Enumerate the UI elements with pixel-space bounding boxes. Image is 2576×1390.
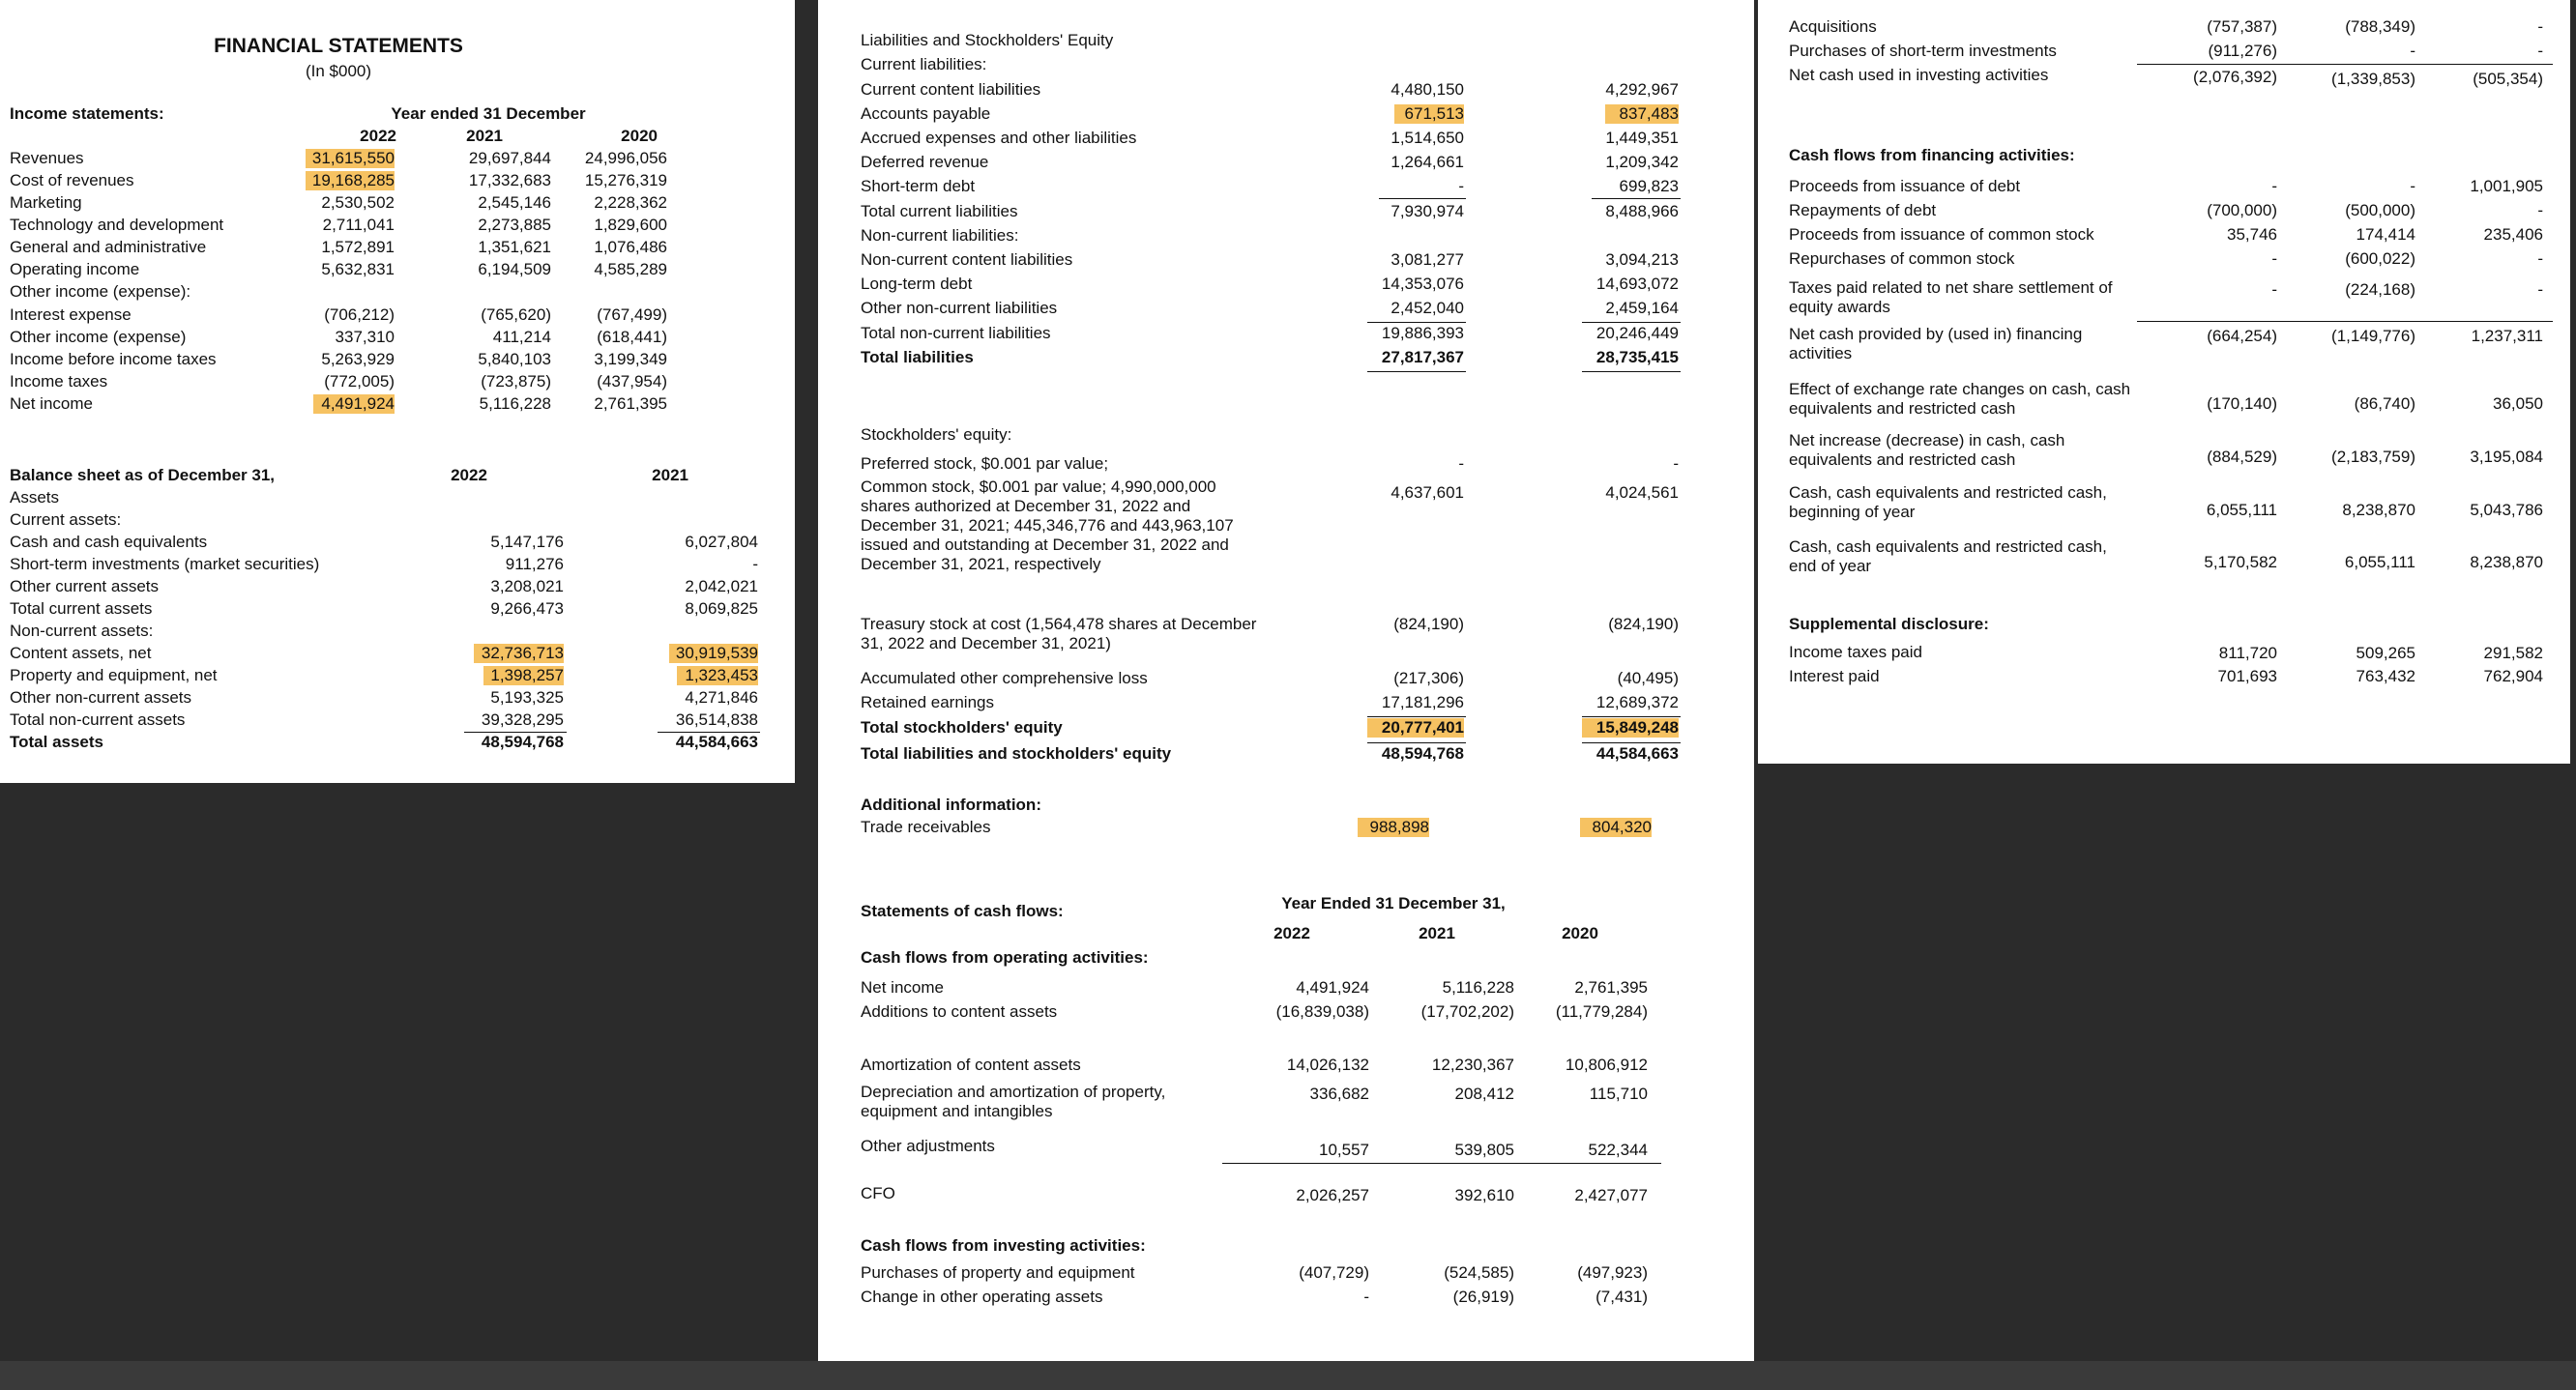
- cf-value: (600,022): [2345, 249, 2415, 268]
- balance-value: 2,042,021: [685, 577, 758, 595]
- cf-value: (664,254): [2207, 327, 2277, 345]
- income-value: 5,116,228: [479, 394, 551, 413]
- equity-value: -: [1458, 454, 1464, 473]
- liab-value: 1,264,661: [1390, 153, 1464, 171]
- cf-value: 6,055,111: [2206, 501, 2277, 519]
- balance-row-label: Property and equipment, net: [10, 666, 218, 684]
- liab-label: Total non-current liabilities: [861, 324, 1051, 342]
- equity-value: 15,849,248: [1582, 718, 1679, 738]
- statements-title: FINANCIAL STATEMENTS: [214, 35, 463, 57]
- additional-heading: Additional information:: [861, 796, 1041, 814]
- cf-value: 8,238,870: [2470, 553, 2543, 571]
- cf-value: -: [2537, 17, 2543, 36]
- cf-value: 701,693: [2217, 667, 2277, 685]
- cf-label: Proceeds from issuance of common stock: [1789, 225, 2094, 244]
- cf-value: -: [1363, 1288, 1369, 1306]
- income-value: (767,499): [597, 305, 667, 324]
- income-row-label: Other income (expense):: [10, 282, 191, 301]
- income-value: (618,441): [597, 328, 667, 346]
- cf-value: (170,140): [2207, 394, 2277, 413]
- liab-value: 28,735,415: [1595, 348, 1679, 366]
- income-value: 15,276,319: [584, 171, 667, 189]
- balance-row-label: Short-term investments (market securities): [10, 555, 320, 573]
- cf-value: -: [2410, 42, 2415, 60]
- cf-value: (788,349): [2345, 17, 2415, 36]
- cf-value: (7,431): [1595, 1288, 1648, 1306]
- cf-label: Depreciation and amortization of property, equipment and intangibles: [861, 1083, 1166, 1120]
- cf-value: 2,026,257: [1296, 1186, 1369, 1204]
- income-row-label: Income before income taxes: [10, 350, 217, 368]
- liab-value: 837,483: [1605, 104, 1679, 124]
- cf-value: -: [2537, 42, 2543, 60]
- income-value: 2,273,885: [478, 216, 551, 234]
- cf-value: 174,414: [2356, 225, 2415, 244]
- cf-value: (407,729): [1299, 1263, 1369, 1282]
- cf-label: Net cash used in investing activities: [1789, 66, 2049, 84]
- income-value: 2,711,041: [322, 216, 395, 234]
- equity-value: 12,689,372: [1595, 693, 1679, 711]
- liab-value: 8,488,966: [1605, 202, 1679, 220]
- equity-value: 4,024,561: [1605, 483, 1679, 502]
- cf-value: 336,682: [1309, 1085, 1369, 1103]
- balance-value: 36,514,838: [675, 710, 758, 729]
- balance-value: 1,323,453: [677, 666, 758, 685]
- balance-heading: Balance sheet as of December 31,: [10, 466, 276, 484]
- divider: [464, 732, 567, 733]
- cf-value: 1,001,905: [2470, 177, 2543, 195]
- income-row-label: Interest expense: [10, 305, 132, 324]
- cf-value: (11,779,284): [1555, 1002, 1648, 1021]
- cf-year-2020: 2020: [1562, 924, 1598, 942]
- cf-value: 115,710: [1589, 1085, 1648, 1103]
- equity-label: Total stockholders' equity: [861, 718, 1063, 737]
- balance-row-label: Non-current assets:: [10, 622, 154, 640]
- equity-value: -: [1673, 454, 1679, 473]
- balance-value: 8,069,825: [685, 599, 758, 618]
- income-value: 6,194,509: [478, 260, 551, 278]
- cf-label: Net increase (decrease) in cash, cash equivalents and restricted cash: [1789, 431, 2065, 469]
- income-value: 5,263,929: [321, 350, 395, 368]
- cf-value: (524,585): [1444, 1263, 1514, 1282]
- cf-value: 5,043,786: [2470, 501, 2543, 519]
- liab-label: Accrued expenses and other liabilities: [861, 129, 1137, 147]
- divider: [1592, 198, 1681, 199]
- cf-value: -: [2271, 249, 2277, 268]
- equity-label: Total liabilities and stockholders' equity: [861, 744, 1172, 763]
- cf-label: Effect of exchange rate changes on cash, cash equivalents and restricted cash: [1789, 380, 2131, 418]
- divider: [1582, 322, 1681, 323]
- divider: [1367, 742, 1466, 743]
- cf-value: 10,557: [1319, 1141, 1369, 1159]
- income-value: 5,840,103: [478, 350, 551, 368]
- cf-value: 539,805: [1454, 1141, 1514, 1159]
- balance-row-label: Total current assets: [10, 599, 153, 618]
- balance-row-label: Total assets: [10, 733, 104, 751]
- equity-value: (824,190): [1608, 615, 1679, 633]
- divider: [1379, 198, 1466, 199]
- cf-label: Income taxes paid: [1789, 643, 1922, 661]
- equity-label: Common stock, $0.001 par value; 4,990,000,000 shares authorized at December 31, 2022 and December 31, 2021; 445,346,776 and 443,963,107 issued and outstanding at December 31, 2022 and December 31, 2021, respectively: [861, 478, 1234, 573]
- liab-value: 2,459,164: [1605, 299, 1679, 317]
- divider: [1367, 371, 1466, 372]
- cashflow-period: Year Ended 31 December 31,: [1281, 894, 1506, 912]
- balance-value: 30,919,539: [669, 644, 758, 663]
- cf-value: 8,238,870: [2342, 501, 2415, 519]
- cf-label: Purchases of short-term investments: [1789, 42, 2057, 60]
- cf-value: 762,904: [2483, 667, 2543, 685]
- cf-year-2022: 2022: [1273, 924, 1310, 942]
- cf-value: 36,050: [2493, 394, 2543, 413]
- cf-label: CFO: [861, 1184, 895, 1202]
- cf-supplemental-heading: Supplemental disclosure:: [1789, 615, 1989, 633]
- cf-value: (2,076,392): [2193, 68, 2277, 86]
- cf-operating-heading: Cash flows from operating activities:: [861, 948, 1149, 967]
- liab-label: Accounts payable: [861, 104, 991, 123]
- income-value: 1,829,600: [594, 216, 667, 234]
- liab-label: Other non-current liabilities: [861, 299, 1058, 317]
- income-row-label: General and administrative: [10, 238, 207, 256]
- divider: [1367, 716, 1466, 717]
- income-row-label: Marketing: [10, 193, 82, 212]
- balance-value: 9,266,473: [490, 599, 564, 618]
- income-row-label: Operating income: [10, 260, 140, 278]
- income-value: 2,545,146: [478, 193, 551, 212]
- cf-label: Amortization of content assets: [861, 1056, 1081, 1074]
- cf-value: 35,746: [2227, 225, 2277, 244]
- income-value: 19,168,285: [306, 171, 395, 190]
- balance-year-2021: 2021: [652, 466, 688, 484]
- cf-value: -: [2537, 201, 2543, 219]
- liab-value: 699,823: [1619, 177, 1679, 195]
- balance-row-label: Other non-current assets: [10, 688, 192, 707]
- liab-value: 4,292,967: [1605, 80, 1679, 99]
- equity-value: 20,777,401: [1367, 718, 1464, 738]
- income-value: 2,228,362: [594, 193, 667, 212]
- balance-row-label: Cash and cash equivalents: [10, 533, 208, 551]
- cf-value: 10,806,912: [1565, 1056, 1648, 1074]
- cf-value: (86,740): [2354, 394, 2415, 413]
- liabilities-and-cashflow-panel: [818, 0, 1754, 1361]
- balance-value: 5,147,176: [490, 533, 564, 551]
- cf-value: 12,230,367: [1431, 1056, 1514, 1074]
- equity-label: Accumulated other comprehensive loss: [861, 669, 1148, 687]
- cf-label: Purchases of property and equipment: [861, 1263, 1135, 1282]
- liab-value: 1,514,650: [1390, 129, 1464, 147]
- cf-value: -: [2537, 280, 2543, 299]
- income-heading: Income statements:: [10, 104, 164, 123]
- liab-value: 3,081,277: [1390, 250, 1464, 269]
- income-value: 2,530,502: [321, 193, 395, 212]
- income-value: 3,199,349: [594, 350, 667, 368]
- cf-value: 811,720: [2218, 644, 2277, 662]
- income-row-label: Technology and development: [10, 216, 224, 234]
- balance-value: 5,193,325: [490, 688, 564, 707]
- income-row-label: Net income: [10, 394, 93, 413]
- cf-investing-heading: Cash flows from investing activities:: [861, 1236, 1146, 1255]
- liab-value: 4,480,150: [1390, 80, 1464, 99]
- cf-value: (1,339,853): [2331, 70, 2415, 88]
- equity-label: Retained earnings: [861, 693, 994, 711]
- additional-label: Trade receivables: [861, 818, 991, 836]
- income-row-label: Revenues: [10, 149, 84, 167]
- income-value: 5,632,831: [321, 260, 395, 278]
- equity-value: 4,637,601: [1390, 483, 1464, 502]
- income-value: (706,212): [324, 305, 395, 324]
- cf-value: 5,170,582: [2204, 553, 2277, 571]
- cf-label: Taxes paid related to net share settlement of equity awards: [1789, 278, 2113, 316]
- liab-label: Total liabilities: [861, 348, 974, 366]
- cf-label: Interest paid: [1789, 667, 1880, 685]
- liab-label: Non-current liabilities:: [861, 226, 1019, 245]
- balance-value: -: [752, 555, 758, 573]
- cf-value: 208,412: [1454, 1085, 1514, 1103]
- equity-heading: Stockholders' equity:: [861, 425, 1012, 444]
- cashflow-continued-panel: [1758, 0, 2570, 764]
- cf-label: Acquisitions: [1789, 17, 1877, 36]
- divider: [1582, 716, 1681, 717]
- income-period: Year ended 31 December: [391, 104, 586, 123]
- balance-value: 48,594,768: [481, 733, 564, 751]
- cf-value: 291,582: [2483, 644, 2543, 662]
- cf-label: Net cash provided by (used in) financing activities: [1789, 325, 2083, 362]
- liab-value: 3,094,213: [1605, 250, 1679, 269]
- cf-value: (16,839,038): [1275, 1002, 1369, 1021]
- cf-value: 235,406: [2483, 225, 2543, 244]
- liab-value: 19,886,393: [1381, 324, 1464, 342]
- income-row-label: Cost of revenues: [10, 171, 134, 189]
- equity-value: (40,495): [1617, 669, 1679, 687]
- liab-label: Long-term debt: [861, 275, 973, 293]
- balance-row-label: Other current assets: [10, 577, 160, 595]
- income-value: 17,332,683: [468, 171, 551, 189]
- cf-value: 14,026,132: [1286, 1056, 1369, 1074]
- liab-label: Short-term debt: [861, 177, 976, 195]
- balance-value: 4,271,846: [685, 688, 758, 707]
- liab-label: Total current liabilities: [861, 202, 1018, 220]
- liab-label: Current content liabilities: [861, 80, 1041, 99]
- liab-value: -: [1458, 177, 1464, 195]
- cf-value: 5,116,228: [1442, 978, 1514, 997]
- cf-value: 6,055,111: [2344, 553, 2415, 571]
- balance-value: 911,276: [505, 555, 564, 573]
- liab-value: 2,452,040: [1390, 299, 1464, 317]
- cf-label: Repurchases of common stock: [1789, 249, 2015, 268]
- liab-value: 14,693,072: [1595, 275, 1679, 293]
- liab-value: 1,449,351: [1605, 129, 1679, 147]
- balance-value: 39,328,295: [481, 710, 564, 729]
- income-value: (723,875): [481, 372, 551, 391]
- cf-value: (497,923): [1577, 1263, 1648, 1282]
- balance-row-label: Current assets:: [10, 510, 122, 529]
- cf-value: 1,237,311: [2471, 327, 2543, 345]
- liab-label: Current liabilities:: [861, 55, 987, 73]
- cf-value: (500,000): [2345, 201, 2415, 219]
- divider: [2137, 321, 2553, 322]
- cf-value: -: [2271, 177, 2277, 195]
- income-value: (772,005): [324, 372, 395, 391]
- liab-value: 671,513: [1394, 104, 1464, 124]
- statements-subtitle: (In $000): [305, 62, 372, 80]
- divider: [1367, 322, 1466, 323]
- balance-row-label: Assets: [10, 488, 60, 507]
- equity-value: 48,594,768: [1381, 744, 1464, 763]
- balance-value: 44,584,663: [675, 733, 758, 751]
- cf-value: 509,265: [2356, 644, 2415, 662]
- cf-value: (884,529): [2207, 448, 2277, 466]
- window-bottom-strip: [0, 1361, 2576, 1390]
- income-value: 29,697,844: [468, 149, 551, 167]
- cf-value: (700,000): [2207, 201, 2277, 219]
- balance-value: 3,208,021: [490, 577, 564, 595]
- cf-value: -: [2537, 249, 2543, 268]
- cf-value: (2,183,759): [2331, 448, 2415, 466]
- income-value: 2,761,395: [594, 394, 667, 413]
- balance-row-label: Content assets, net: [10, 644, 152, 662]
- cf-value: 3,195,084: [2470, 448, 2543, 466]
- income-year-2021: 2021: [466, 127, 503, 145]
- income-value: 31,615,550: [306, 149, 395, 168]
- cf-value: -: [2410, 177, 2415, 195]
- equity-value: 44,584,663: [1595, 744, 1679, 763]
- cf-year-2021: 2021: [1419, 924, 1455, 942]
- equity-label: Preferred stock, $0.001 par value;: [861, 454, 1109, 473]
- cf-label: Repayments of debt: [1789, 201, 1937, 219]
- cf-label: Change in other operating assets: [861, 1288, 1103, 1306]
- cf-value: (17,702,202): [1420, 1002, 1514, 1021]
- income-value: 337,310: [335, 328, 395, 346]
- divider: [658, 732, 760, 733]
- income-year-2022: 2022: [360, 127, 396, 145]
- cf-label: Additions to content assets: [861, 1002, 1058, 1021]
- liab-label: Deferred revenue: [861, 153, 989, 171]
- cf-value: 2,427,077: [1574, 1186, 1648, 1204]
- income-value: (765,620): [481, 305, 551, 324]
- cf-value: (1,149,776): [2331, 327, 2415, 345]
- trade-receivables-2022: 988,898: [1358, 818, 1429, 837]
- cf-value: 2,761,395: [1574, 978, 1648, 997]
- balance-value: 6,027,804: [685, 533, 758, 551]
- equity-value: 17,181,296: [1381, 693, 1464, 711]
- income-value: (437,954): [597, 372, 667, 391]
- cf-label: Other adjustments: [861, 1137, 995, 1155]
- balance-value: 1,398,257: [483, 666, 564, 685]
- cf-label: Cash, cash equivalents and restricted cash, beginning of year: [1789, 483, 2107, 521]
- income-and-balance-panel: [0, 0, 795, 783]
- income-value: 1,351,621: [478, 238, 551, 256]
- cf-value: -: [2271, 280, 2277, 299]
- income-value: 4,585,289: [594, 260, 667, 278]
- cf-value: (224,168): [2345, 280, 2415, 299]
- balance-row-label: Total non-current assets: [10, 710, 186, 729]
- income-value: 1,572,891: [321, 238, 395, 256]
- divider: [1222, 1163, 1661, 1164]
- income-value: 4,491,924: [313, 394, 395, 414]
- cf-label: Proceeds from issuance of debt: [1789, 177, 2021, 195]
- income-value: 1,076,486: [594, 238, 667, 256]
- cf-value: 763,432: [2356, 667, 2415, 685]
- equity-label: Treasury stock at cost (1,564,478 shares at December 31, 2022 and December 31, 2021): [861, 615, 1257, 652]
- liab-value: 14,353,076: [1381, 275, 1464, 293]
- trade-receivables-2021: 804,320: [1580, 818, 1652, 837]
- cf-value: 4,491,924: [1296, 978, 1369, 997]
- cf-value: 392,610: [1454, 1186, 1514, 1204]
- equity-value: (824,190): [1393, 615, 1464, 633]
- income-value: 411,214: [492, 328, 551, 346]
- cf-value: 522,344: [1588, 1141, 1648, 1159]
- income-year-2020: 2020: [621, 127, 658, 145]
- liab-value: 20,246,449: [1595, 324, 1679, 342]
- equity-value: (217,306): [1393, 669, 1464, 687]
- income-row-label: Other income (expense): [10, 328, 187, 346]
- income-value: 24,996,056: [584, 149, 667, 167]
- cf-value: (757,387): [2207, 17, 2277, 36]
- cf-label: Cash, cash equivalents and restricted cash, end of year: [1789, 537, 2107, 575]
- divider: [2137, 64, 2553, 65]
- income-row-label: Income taxes: [10, 372, 108, 391]
- cf-value: (26,919): [1452, 1288, 1514, 1306]
- liab-label: Non-current content liabilities: [861, 250, 1073, 269]
- cf-value: (505,354): [2473, 70, 2543, 88]
- divider: [1582, 742, 1681, 743]
- balance-value: 32,736,713: [474, 644, 564, 663]
- cf-financing-heading: Cash flows from financing activities:: [1789, 146, 2075, 164]
- cf-label: Net income: [861, 978, 944, 997]
- liab-value: 7,930,974: [1390, 202, 1464, 220]
- cashflow-heading: Statements of cash flows:: [861, 902, 1064, 920]
- cf-value: (911,276): [2208, 42, 2277, 60]
- liab-value: 1,209,342: [1605, 153, 1679, 171]
- liab-value: 27,817,367: [1381, 348, 1464, 366]
- liab-label: Liabilities and Stockholders' Equity: [861, 31, 1114, 49]
- divider: [1582, 371, 1681, 372]
- balance-year-2022: 2022: [451, 466, 487, 484]
